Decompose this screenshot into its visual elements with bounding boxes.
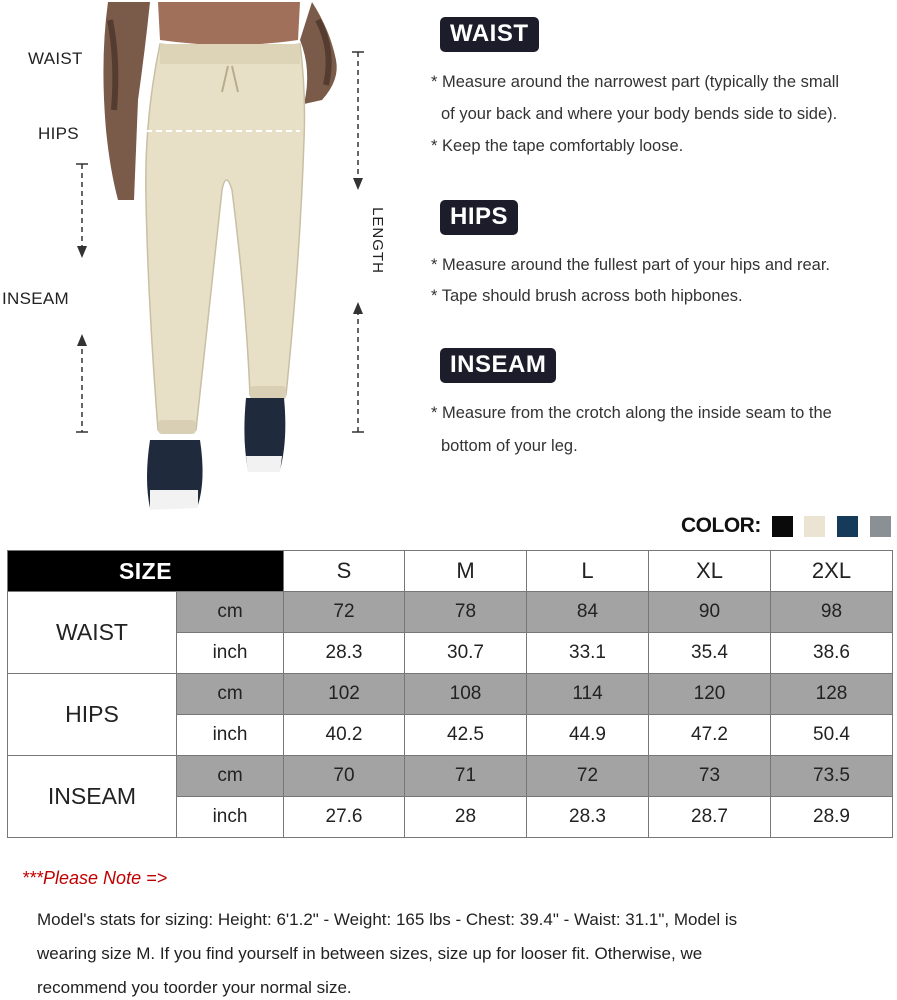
value-cell: 28.3 [527, 797, 649, 838]
value-cell: 90 [649, 592, 771, 633]
value-cell: 44.9 [527, 715, 649, 756]
value-cell: 102 [284, 674, 405, 715]
unit-cell: inch [177, 633, 284, 674]
model-torso [158, 2, 300, 45]
hips-group-label: HIPS [8, 674, 177, 756]
color-swatch-navy[interactable] [837, 516, 858, 537]
value-cell: 98 [771, 592, 893, 633]
hips-guide-line: * Measure around the fullest part of your hips and rear. [431, 256, 830, 274]
figure-hips-label: HIPS [38, 124, 79, 143]
color-swatch-gray[interactable] [870, 516, 891, 537]
unit-cell: inch [177, 715, 284, 756]
value-cell: 47.2 [649, 715, 771, 756]
size-column-header: L [527, 551, 649, 592]
inseam-guide-line: bottom of your leg. [441, 437, 578, 455]
size-column-header: M [405, 551, 527, 592]
value-cell: 35.4 [649, 633, 771, 674]
value-cell: 72 [284, 592, 405, 633]
value-cell: 120 [649, 674, 771, 715]
note-line: wearing size M. If you find yourself in between sizes, size up for looser fit. Otherwise, we [37, 944, 703, 963]
waist-guide-line: * Measure around the narrowest part (typically the small [431, 73, 840, 91]
value-cell: 84 [527, 592, 649, 633]
waist-guide-line: * Keep the tape comfortably loose. [431, 137, 684, 155]
table-header-row [8, 551, 893, 592]
inseam-guide-title: INSEAM [440, 348, 556, 383]
unit-cell: cm [177, 756, 284, 797]
value-cell: 33.1 [527, 633, 649, 674]
inseam-group-label: INSEAM [8, 756, 177, 838]
size-header: SIZE [8, 551, 284, 592]
unit-cell: inch [177, 797, 284, 838]
waist-group-label: WAIST [8, 592, 177, 674]
value-cell: 73.5 [771, 756, 893, 797]
size-column-header: 2XL [771, 551, 893, 592]
value-cell: 128 [771, 674, 893, 715]
value-cell: 78 [405, 592, 527, 633]
pants-waistband [160, 44, 300, 64]
value-cell: 73 [649, 756, 771, 797]
value-cell: 42.5 [405, 715, 527, 756]
value-cell: 28.7 [649, 797, 771, 838]
value-cell: 40.2 [284, 715, 405, 756]
value-cell: 28.3 [284, 633, 405, 674]
hips-guide-title: HIPS [440, 200, 518, 235]
color-swatch-black[interactable] [772, 516, 793, 537]
figure-length-label: LENGTH [368, 207, 386, 274]
table-row [8, 756, 893, 797]
color-swatch-khaki[interactable] [804, 516, 825, 537]
value-cell: 71 [405, 756, 527, 797]
color-label: COLOR: [681, 514, 761, 537]
unit-cell: cm [177, 674, 284, 715]
size-chart-table [7, 550, 893, 838]
figure-inseam-label: INSEAM [2, 289, 69, 308]
note-line: recommend you toorder your normal size. [37, 978, 352, 997]
model-illustration [0, 0, 400, 515]
value-cell: 108 [405, 674, 527, 715]
value-cell: 72 [527, 756, 649, 797]
inseam-dimension [76, 164, 88, 432]
length-dimension [352, 52, 364, 432]
note-title: ***Please Note => [22, 868, 168, 888]
hips-guide-line: * Tape should brush across both hipbones. [431, 287, 743, 305]
value-cell: 27.6 [284, 797, 405, 838]
value-cell: 38.6 [771, 633, 893, 674]
value-cell: 28 [405, 797, 527, 838]
size-column-header: XL [649, 551, 771, 592]
value-cell: 30.7 [405, 633, 527, 674]
value-cell: 50.4 [771, 715, 893, 756]
figure-waist-label: WAIST [28, 49, 83, 68]
note-line: Model's stats for sizing: Height: 6'1.2" - Weight: 165 lbs - Chest: 39.4" - Waist: 31.1", Model is [37, 910, 738, 929]
waist-guide-line: of your back and where your body bends side to side). [441, 105, 838, 123]
table-row [8, 592, 893, 633]
table-row [8, 674, 893, 715]
value-cell: 114 [527, 674, 649, 715]
model-figure [0, 0, 400, 515]
unit-cell: cm [177, 592, 284, 633]
pants [146, 44, 305, 430]
size-column-header: S [284, 551, 405, 592]
waist-guide-title: WAIST [440, 17, 539, 52]
inseam-guide-line: * Measure from the crotch along the inside seam to the [431, 404, 832, 422]
value-cell: 28.9 [771, 797, 893, 838]
value-cell: 70 [284, 756, 405, 797]
